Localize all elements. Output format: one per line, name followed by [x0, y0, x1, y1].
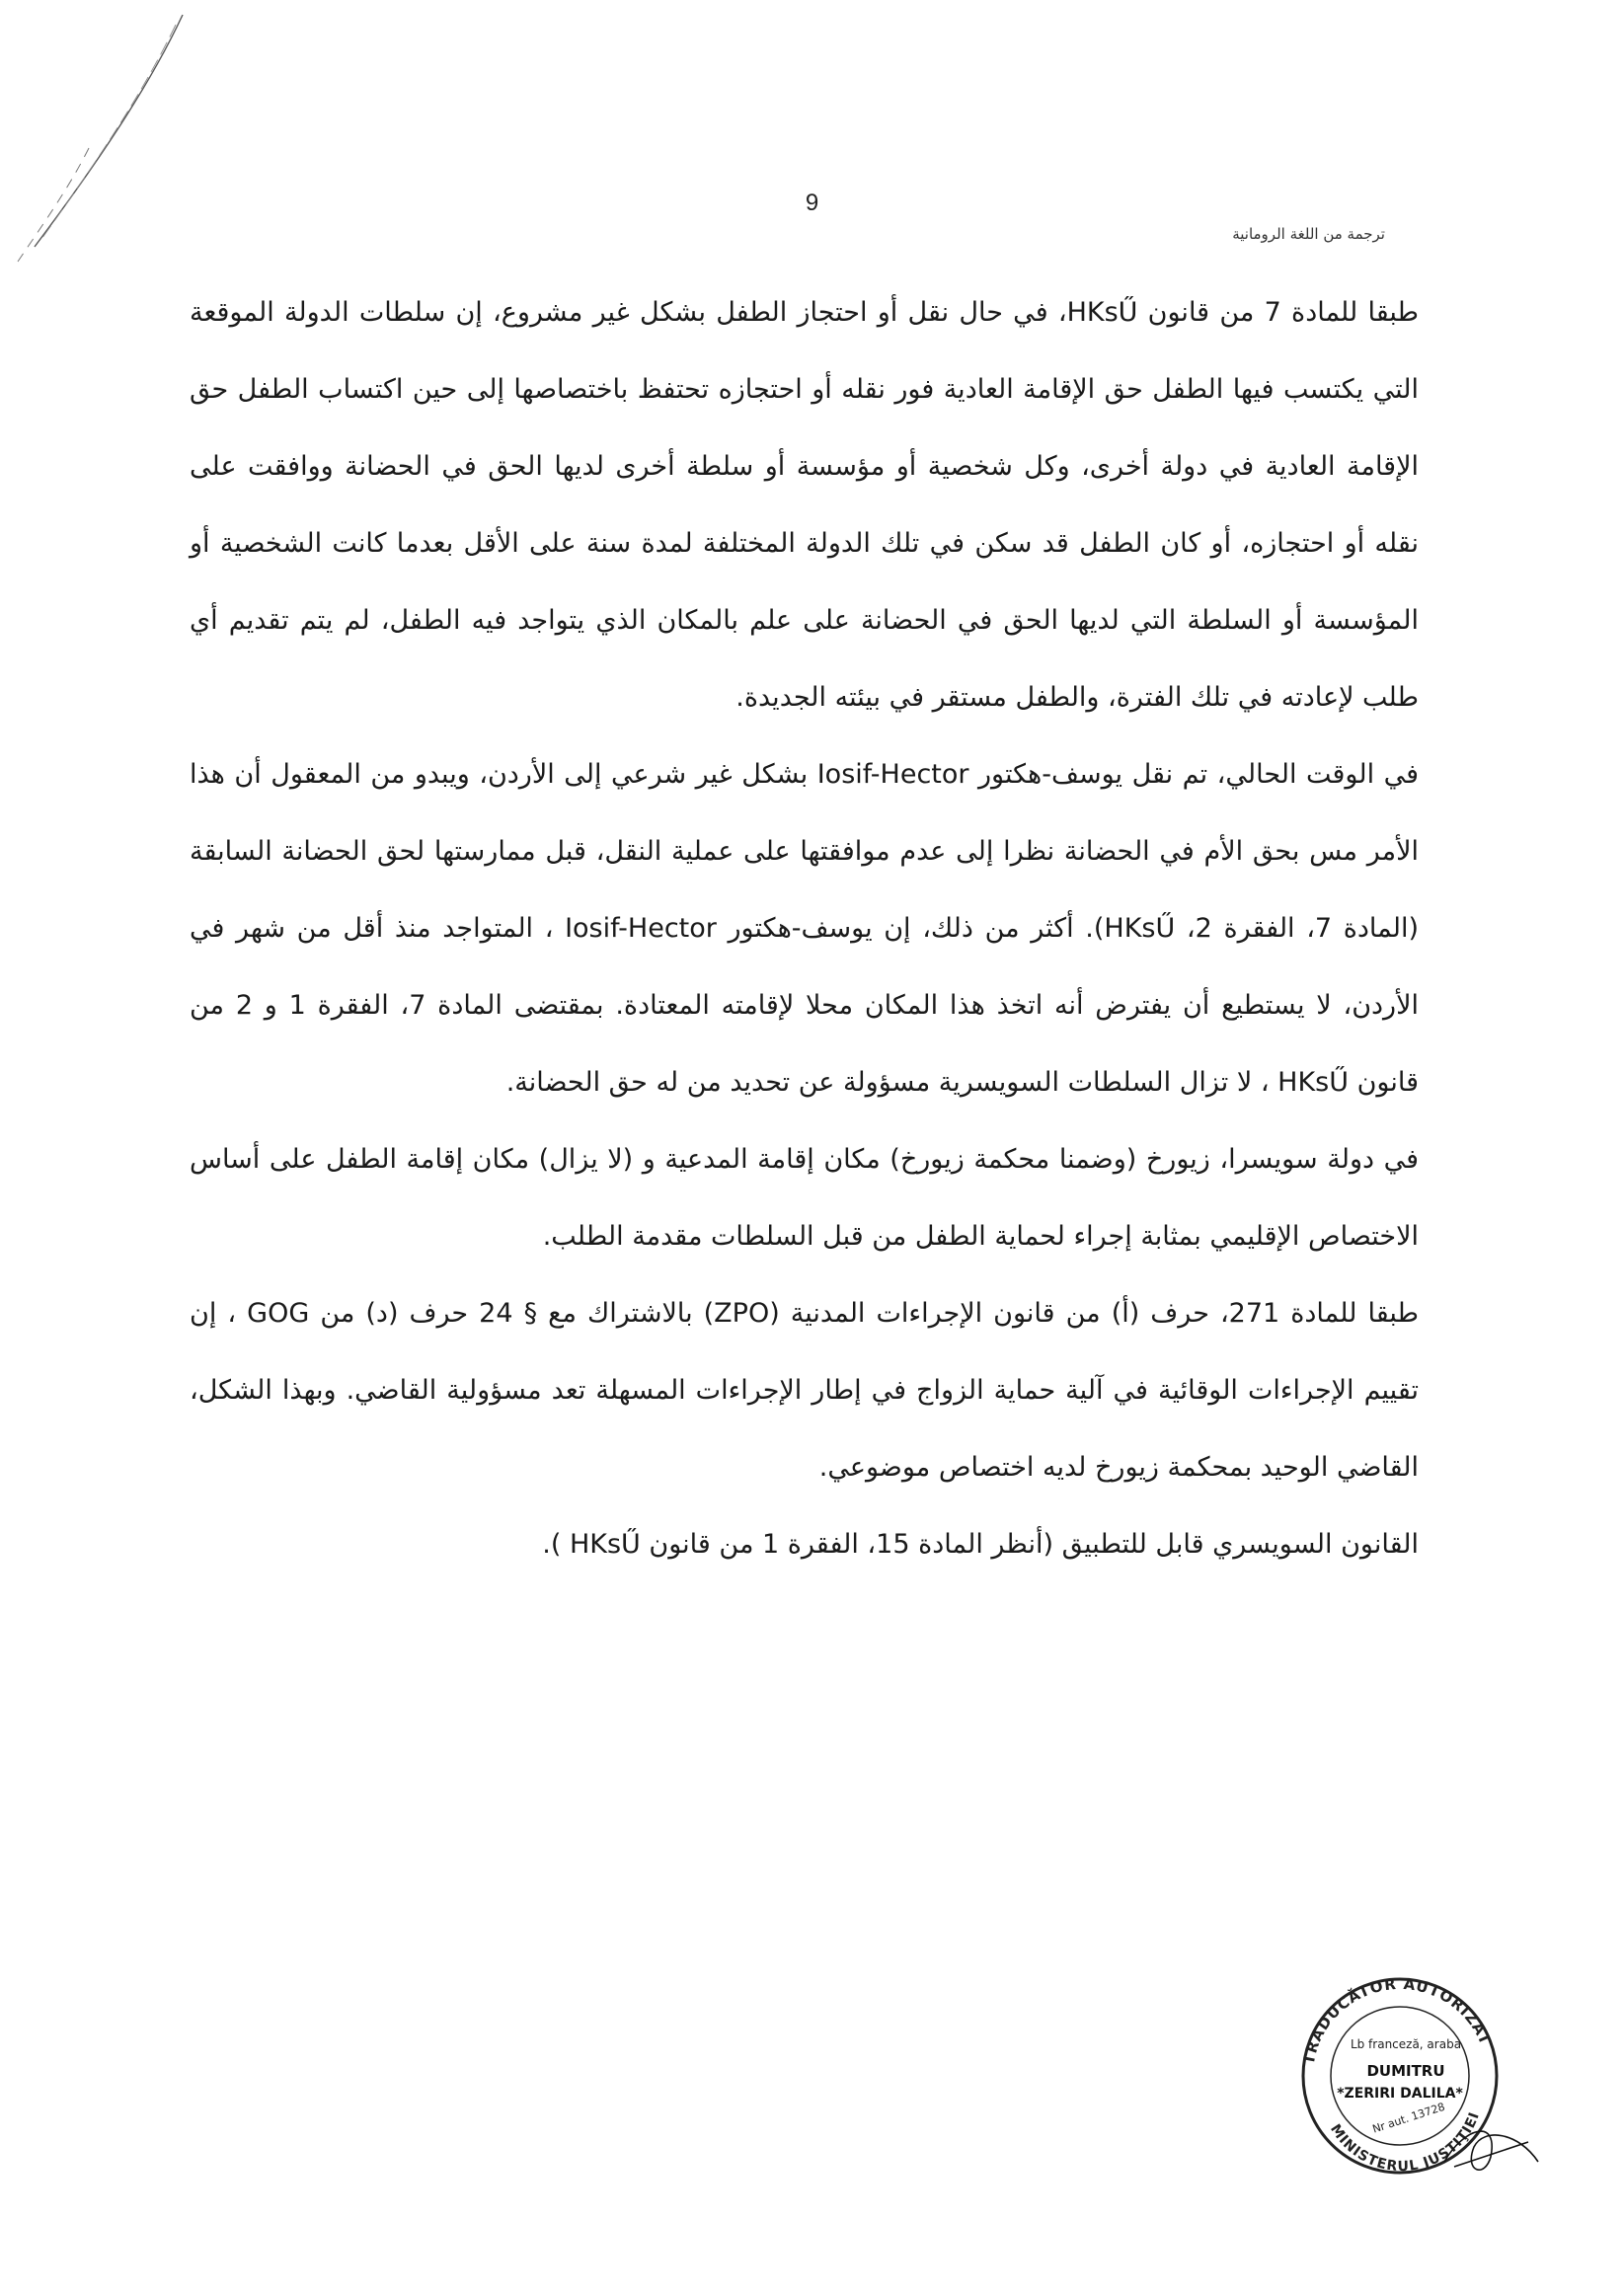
pen-stroke-mark [0, 0, 217, 296]
paragraph-article-271: طبقا للمادة 271، حرف (أ) من قانون الإجراءات المدنية (ZPO) بالاشتراك مع § 24 حرف (د) من GOG ، إن تقييم الإجراءات الوقائية في آلية حماية الزواج في إطار الإجراءات المسهلة تعد مسؤولية القاضي. وبهذا الشكل، القاضي الوحيد بمحكمة زيورخ لديه اختصاص موضوعي. [190, 1298, 1419, 1483]
svg-text:Lb franceză, araba: Lb franceză, araba [1350, 2037, 1462, 2051]
translation-header-note: ترجمة من اللغة الرومانية [1232, 225, 1385, 243]
document-body [190, 274, 1419, 1583]
svg-text:Nr aut. 13728: Nr aut. 13728 [1370, 2100, 1447, 2136]
paragraph-current-situation: في الوقت الحالي، تم نقل يوسف-هكتور Iosif-Hector بشكل غير شرعي إلى الأردن، ويبدو من المعقول أن هذا الأمر مس بحق الأم في الحضانة نظرا إلى عدم موافقتها على عملية النقل، قبل ممارستها لحق الحضانة السابقة (المادة 7، الفقرة 2، HKsŰ). أكثر من ذلك، إن يوسف-هكتور Iosif-Hector ، المتواجد منذ أقل من شهر في الأردن، لا يستطيع أن يفترض أنه اتخذ هذا المكان محلا لإقامته المعتادة. بمقتضى المادة 7، الفقرة 1 و 2 من قانون HKsŰ ، لا تزال السلطات السويسرية مسؤولة عن تحديد من له حق الحضانة. [190, 759, 1420, 1098]
svg-text:DUMITRU: DUMITRU [1366, 2062, 1445, 2080]
paragraph-swiss-law: القانون السويسري قابل للتطبيق (أنظر المادة 15، الفقرة 1 من قانون HKsŰ ). [542, 1529, 1419, 1560]
svg-text:TRADUCĂTOR AUTORIZAT: TRADUCĂTOR AUTORIZAT [1299, 1974, 1495, 2066]
paragraph-zurich-jurisdiction: في دولة سويسرا، زيورخ (وضمنا محكمة زيورخ) مكان إقامة المدعية و (لا يزال) مكان إقامة الطفل على أساس الاختصاص الإقليمي بمثابة إجراء لحماية الطفل من قبل السلطات مقدمة الطلب. [190, 1144, 1419, 1252]
translator-stamp [1262, 1959, 1543, 2186]
paragraph-article-7: طبقا للمادة 7 من قانون HKsŰ، في حال نقل أو احتجاز الطفل بشكل غير مشروع، إن سلطات الدولة الموقعة التي يكتسب فيها الطفل حق الإقامة العادية فور نقله أو احتجازه تحتفظ باختصاصها إلى حين اكتساب الطفل حق الإقامة العادية في دولة أخرى، وكل شخصية أو مؤسسة أو سلطة أخرى لديها الحق في الحضانة ووافقت على نقله أو احتجازه، أو كان الطفل قد سكن في تلك الدولة المختلفة لمدة سنة على الأقل بعدما كانت الشخصية أو المؤسسة أو السلطة التي لديها الحق في الحضانة على علم بالمكان الذي يتواجد فيه الطفل، لم يتم تقديم أي طلب لإعادته في تلك الفترة، والطفل مستقر في بيئته الجديدة. [190, 297, 1419, 713]
svg-text:*ZERIRI DALILA*: *ZERIRI DALILA* [1337, 2086, 1463, 2102]
page-number: 9 [805, 190, 819, 216]
svg-text:MINISTERUL JUSTIŢIEI: MINISTERUL JUSTIŢIEI [1327, 2109, 1484, 2176]
